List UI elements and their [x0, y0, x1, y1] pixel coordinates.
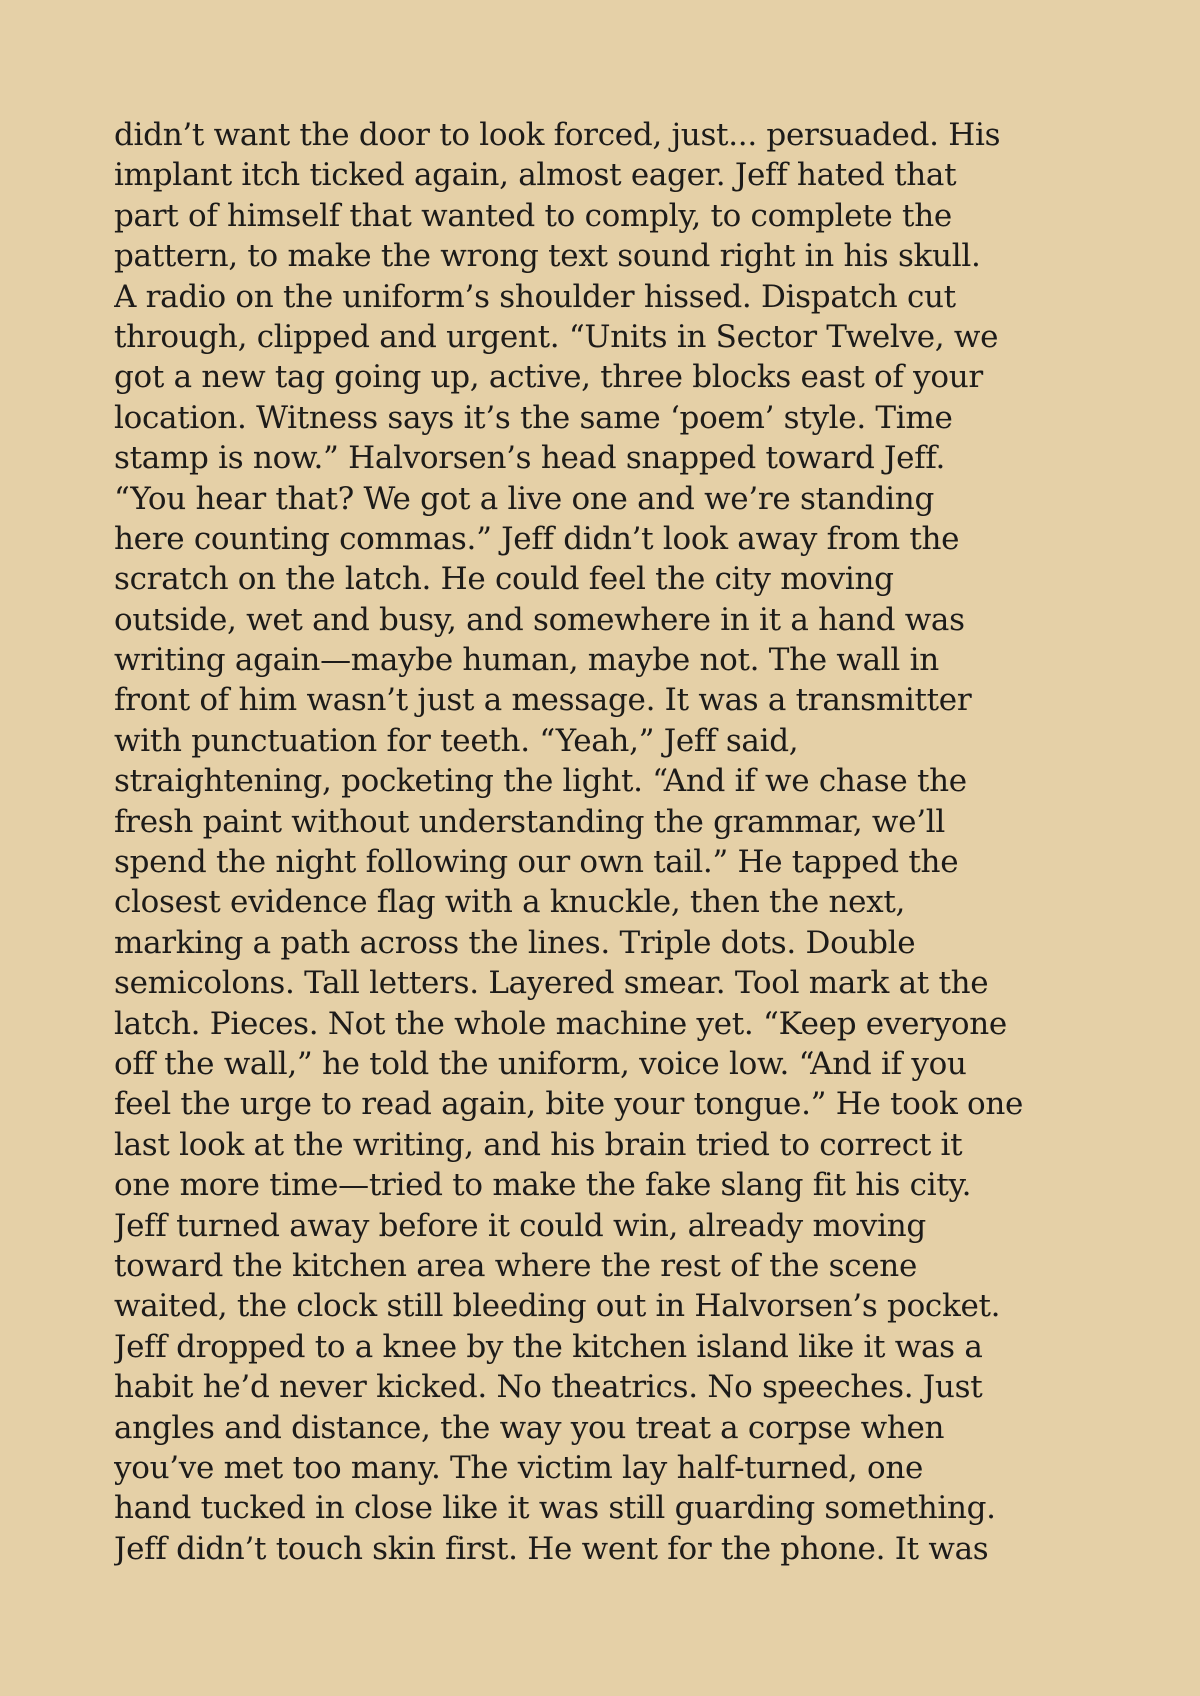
text-line: implant itch ticked again, almost eager. Jeff hated that: [114, 157, 957, 194]
text-line: stamp is now.” Halvorsen’s head snapped toward Jeff.: [114, 440, 946, 477]
text-line: fresh paint without understanding the grammar, we’ll: [114, 803, 945, 840]
text-line: “You hear that? We got a live one and we’re standing: [114, 480, 935, 517]
text-line: you’ve met too many. The victim lay half-turned, one: [114, 1449, 924, 1486]
text-line: off the wall,” he told the uniform, voice low. “And if you: [114, 1045, 967, 1082]
text-line: straightening, pocketing the light. “And if we chase the: [114, 763, 967, 800]
text-line: one more time—tried to make the fake slang fit his city.: [114, 1167, 972, 1204]
text-line: part of himself that wanted to comply, to complete the: [114, 197, 952, 234]
text-line: toward the kitchen area where the rest of the scene: [114, 1247, 918, 1284]
text-line: Jeff didn’t touch skin first. He went for the phone. It was: [114, 1530, 989, 1567]
text-line: latch. Pieces. Not the whole machine yet. “Keep everyone: [114, 1005, 1007, 1042]
text-line: waited, the clock still bleeding out in Halvorsen’s pocket.: [114, 1288, 1001, 1325]
text-line: through, clipped and urgent. “Units in Sector Twelve, we: [114, 318, 999, 355]
text-line: with punctuation for teeth. “Yeah,” Jeff said,: [114, 722, 799, 759]
text-line: closest evidence flag with a knuckle, then the next,: [114, 884, 906, 921]
text-line: spend the night following our own tail.” He tapped the: [114, 844, 959, 881]
text-line: didn’t want the door to look forced, just... persuaded. His: [114, 117, 1001, 153]
text-line: outside, wet and busy, and somewhere in it a hand was: [114, 601, 965, 638]
text-line: last look at the writing, and his brain tried to correct it: [114, 1126, 963, 1163]
text-line: pattern, to make the wrong text sound right in his skull.: [114, 238, 981, 275]
text-line: got a new tag going up, active, three blocks east of your: [114, 359, 983, 396]
text-line: here counting commas.” Jeff didn’t look away from the: [114, 520, 960, 557]
text-line: Jeff turned away before it could win, already moving: [114, 1207, 926, 1244]
text-line: semicolons. Tall letters. Layered smear. Tool mark at the: [114, 965, 989, 1002]
text-line: scratch on the latch. He could feel the city moving: [114, 561, 894, 598]
text-line: A radio on the uniform’s shoulder hissed. Dispatch cut: [114, 278, 956, 315]
body-text: [114, 115, 1086, 1569]
text-line: marking a path across the lines. Triple dots. Double: [114, 924, 916, 961]
text-line: angles and distance, the way you treat a corpse when: [114, 1409, 945, 1446]
text-line: hand tucked in close like it was still guarding something.: [114, 1490, 996, 1527]
text-line: writing again—maybe human, maybe not. The wall in: [114, 642, 939, 679]
text-line: Jeff dropped to a knee by the kitchen island like it was a: [114, 1328, 983, 1365]
text-line: feel the urge to read again, bite your tongue.” He took one: [114, 1086, 1024, 1123]
text-line: front of him wasn’t just a message. It was a transmitter: [114, 682, 972, 719]
text-line: location. Witness says it’s the same ‘poem’ style. Time: [114, 399, 953, 436]
text-line: habit he’d never kicked. No theatrics. No speeches. Just: [114, 1369, 983, 1406]
